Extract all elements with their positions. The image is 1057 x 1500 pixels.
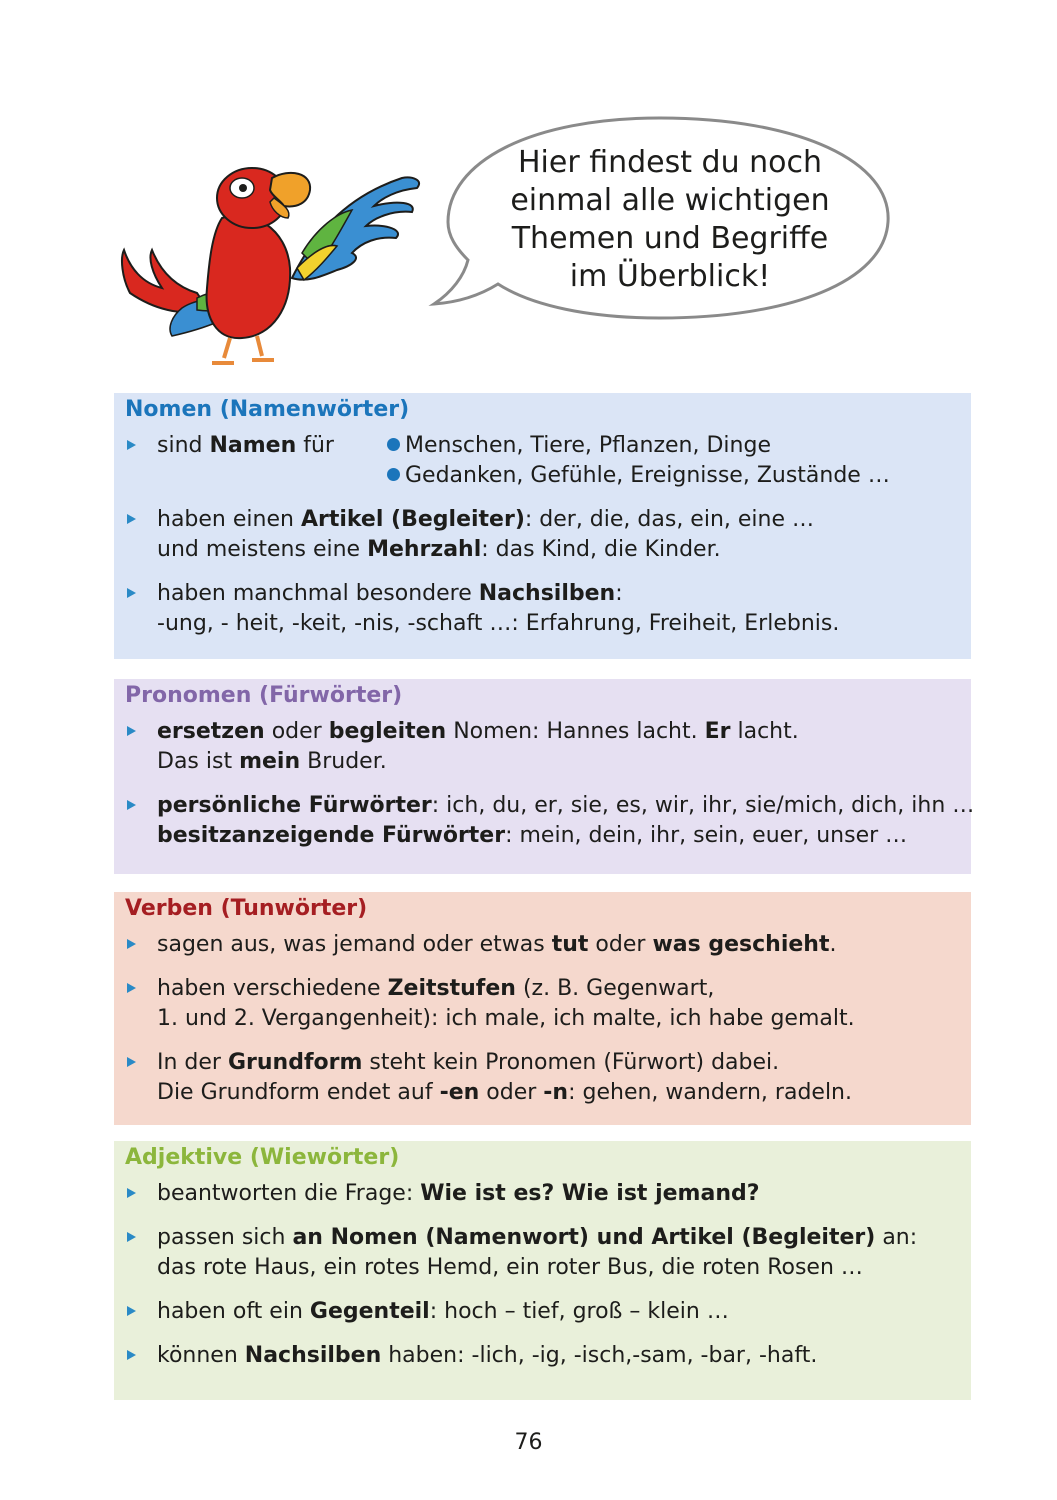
- dot-bullet-icon: [387, 468, 400, 481]
- speech-bubble-text: [478, 144, 862, 296]
- bubble-line: Hier findest du noch: [517, 145, 823, 180]
- pronomen-section: [114, 679, 975, 874]
- adjektive-title: Adjektive (Wiewörter): [125, 1145, 400, 1170]
- list-item: haben manchmal besondere Nachsilben: -ung, - heit, -keit, -nis, -schaft …: Erfahrung, Freiheit, Erlebnis.: [125, 579, 959, 639]
- arrow-bullet-icon: [127, 588, 136, 598]
- arrow-bullet-icon: [127, 726, 136, 736]
- list-item: passen sich an Nomen (Namenwort) und Artikel (Begleiter) an: das rote Haus, ein rotes Hemd, ein roter Bus, die roten Rosen …: [125, 1223, 959, 1283]
- arrow-bullet-icon: [127, 514, 136, 524]
- arrow-bullet-icon: [127, 1188, 136, 1198]
- bubble-line: im Überblick!: [569, 259, 771, 294]
- list-item: sagen aus, was jemand oder etwas tut oder was geschieht.: [125, 930, 959, 960]
- page-number: 76: [514, 1430, 543, 1455]
- list-item: persönliche Fürwörter: ich, du, er, sie, es, wir, ihr, sie/mich, dich, ihn … besitzanzeigende Fürwörter: mein, dein, ihr, sein, euer, unser …: [125, 791, 959, 851]
- arrow-bullet-icon: [127, 440, 136, 450]
- list-item: können Nachsilben haben: -lich, -ig, -isch,-sam, -bar, -haft.: [125, 1341, 959, 1371]
- arrow-bullet-icon: [127, 983, 136, 993]
- list-item: In der Grundform steht kein Pronomen (Fürwort) dabei. Die Grundform endet auf -en oder -n: gehen, wandern, radeln.: [125, 1048, 959, 1108]
- nomen-section: [114, 393, 971, 659]
- arrow-bullet-icon: [127, 1057, 136, 1067]
- list-item: haben verschiedene Zeitstufen (z. B. Gegenwart, 1. und 2. Vergangenheit): ich male, ich malte, ich habe gemalt.: [125, 974, 959, 1034]
- parrot-illustration: [112, 158, 432, 373]
- list-item: haben oft ein Gegenteil: hoch – tief, groß – klein …: [125, 1297, 959, 1327]
- verben-title: Verben (Tunwörter): [125, 896, 368, 921]
- nomen-title: Nomen (Namenwörter): [125, 397, 410, 422]
- adjektive-section: [114, 1141, 971, 1400]
- list-item: ersetzen oder begleiten Nomen: Hannes lacht. Er lacht. Das ist mein Bruder.: [125, 717, 959, 777]
- arrow-bullet-icon: [127, 1306, 136, 1316]
- arrow-bullet-icon: [127, 1350, 136, 1360]
- verben-section: [114, 892, 971, 1125]
- list-item: haben einen Artikel (Begleiter): der, die, das, ein, eine … und meistens eine Mehrzahl: das Kind, die Kinder.: [125, 505, 959, 565]
- bubble-line: einmal alle wichtigen: [510, 183, 830, 218]
- dot-bullet-icon: [387, 438, 400, 451]
- arrow-bullet-icon: [127, 939, 136, 949]
- pronomen-title: Pronomen (Fürwörter): [125, 683, 403, 708]
- list-item: sind Namen für Menschen, Tiere, Pflanzen, Dinge Gedanken, Gefühle, Ereignisse, Zustände …: [125, 431, 959, 491]
- list-item: beantworten die Frage: Wie ist es? Wie ist jemand?: [125, 1179, 959, 1209]
- bubble-line: Themen und Begriffe: [511, 221, 829, 256]
- arrow-bullet-icon: [127, 1232, 136, 1242]
- arrow-bullet-icon: [127, 800, 136, 810]
